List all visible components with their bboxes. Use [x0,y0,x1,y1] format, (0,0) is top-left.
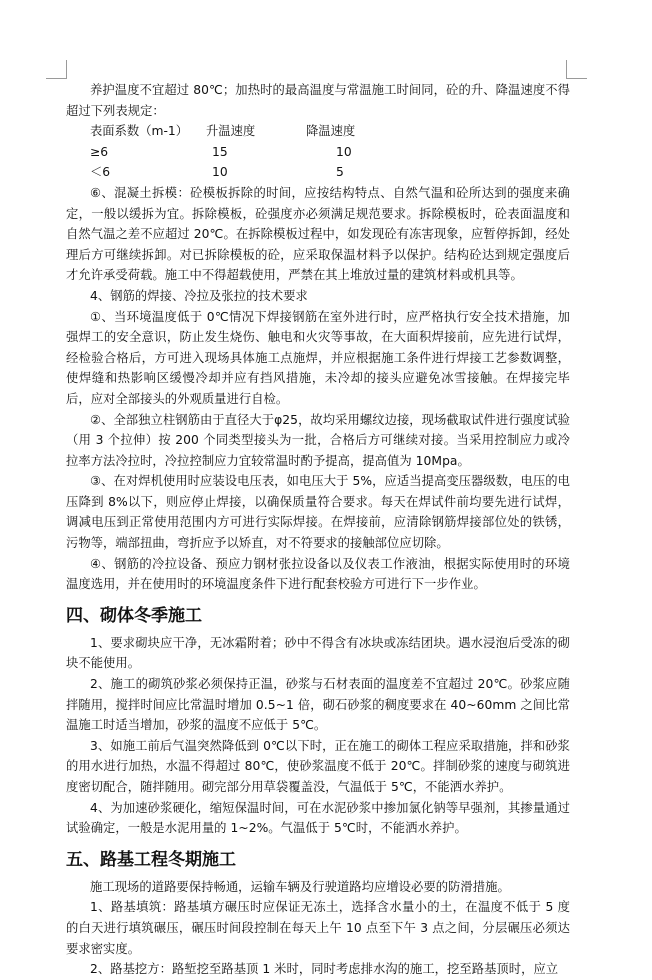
table-cell: 10 [212,165,228,180]
table-header-cell: 降温速度 [306,124,356,139]
section-heading: 四、砌体冬季施工 [66,605,202,626]
subheading: 4、钢筋的焊接、冷拉及张拉的技术要求 [90,288,308,303]
crop-mark-top-left [46,60,67,79]
paragraph: 1、路基填筑：路基填方碾压时应保证无冻土，选择含水量小的土，在温度不低于 5 度的白天进行填筑碾压，碾压时间段控制在每天上午 10 点至下午 3 点之间，分层碾压必须达要求密实度。 [66,900,570,956]
paragraph: 1、要求砌块应干净，无冰霜附着；砂中不得含有冰块或冻结团块。遇水浸泡后受冻的砌块不能使用。 [66,635,570,671]
paragraph: ⑥、混凝土拆模：砼模板拆除的时间，应按结构特点、自然气温和砼所达到的强度来确定，一般以缓拆为宜。拆除模板，砼强度亦必须满足规范要求。拆除模板时，砼表面温度和自然气温之差不应超过 20℃。在拆除模板过程中，如发现砼有冻害现象，应暂停拆卸，经处理后方可继续拆卸。对已拆除模板的砼，应采取保温材料予以保护。结构砼达到规定强度后才允许承受荷载。施工中不得超载使用，严禁在其上堆放过量的建筑材料或机具等。 [66,185,570,283]
table-cell: 10 [336,144,352,159]
table-cell: 5 [336,165,344,180]
paragraph: ②、全部独立柱钢筋由于直径大于φ25，故均采用螺纹边接，现场截取试件进行强度试验（用 3 个拉伸）按 200 个同类型接头为一批，合格后方可继续对接。当采用控制应力或冷拉率方法冷拉时，冷拉控制应力宜较常温时酌予提高，提高值为 10Mpa。 [66,412,570,468]
paragraph: ④、钢筋的冷拉设备、预应力钢材张拉设备以及仪表工作液油，根据实际使用时的环境温度选用，并在使用时的环境温度条件下进行配套校验方可进行下一步作业。 [66,556,570,592]
paragraph: 3、如施工前后气温突然降低到 0℃以下时，正在施工的砌体工程应采取措施，拌和砂浆的用水进行加热，水温不得超过 80℃，使砂浆温度不低于 20℃。拌制砂浆的速度与砌筑进度密切配合，随拌随用。砌完部分用草袋覆盖没，气温低于 5℃，不能洒水养护。 [66,738,570,794]
paragraph: 2、施工的砌筑砂浆必须保持正温，砂浆与石材表面的温度差不宜超过 20℃。砂浆应随拌随用，搅拌时间应比常温时增加 0.5~1 倍，砌石砂浆的稠度要求在 40~60mm 之间比常温施工时适当增加，砂浆的温度不应低于 5℃。 [66,677,570,733]
table-row [66,142,570,163]
table-header-cell: 升温速度 [206,124,256,139]
table-header-row [66,121,570,142]
paragraph: 施工现场的道路要保持畅通，运输车辆及行驶道路均应增设必要的防滑措施。 [90,879,510,894]
paragraph: ③、在对焊机使用时应装设电压表，如电压大于 5%，应适当提高变压器级数，电压的电压降到 8%以下，则应停止焊接，以确保质量符合要求。每天在焊试件前均要先进行试焊，调减电压到正常使用范围内方可进行实际焊接。在焊接前，应清除钢筋焊接部位处的铁锈，污物等，端部扭曲，弯折应予以矫直，对不符要求的接触部位应切除。 [66,474,570,551]
table-cell: ≥6 [90,144,109,159]
paragraph: 2、路基挖方：路堑挖至路基顶 1 米时，同时考虑排水沟的施工，挖至路基顶时，应立 [90,962,559,977]
section-heading: 五、路基工程冬期施工 [66,849,236,870]
table-cell: 15 [212,144,228,159]
crop-mark-top-right [566,60,587,79]
table-header-cell: 表面系数（m-1） [90,124,189,139]
paragraph: 养护温度不宜超过 80℃；加热时的最高温度与常温施工时间同，砼的升、降温速度不得超过下列表规定： [66,83,570,118]
table-row [66,162,570,183]
paragraph: 4、为加速砂浆硬化，缩短保温时间，可在水泥砂浆中掺加氯化钠等早强剂，其掺量通过试验确定，一般是水泥用量的 1~2%。气温低于 5℃时，不能洒水养护。 [66,800,570,836]
paragraph: ①、当环境温度低于 0℃情况下焊接钢筋在室外进行时，应严格执行安全技术措施，加强焊工的安全意识，防止发生烧伤、触电和火灾等事故，在大面积焊接前，应先进行试焊，经检验合格后，方可进入现场具体施工点施焊，并应根据施工条件进行焊接工艺参数调整，使焊缝和热影响区缓慢冷却并应有挡风措施，未冷却的接头应避免冰雪接触。在焊接完毕后，应对全部接头的外观质量进行自检。 [66,309,570,406]
document-body [66,80,570,980]
table-cell: ＜6 [90,165,111,180]
